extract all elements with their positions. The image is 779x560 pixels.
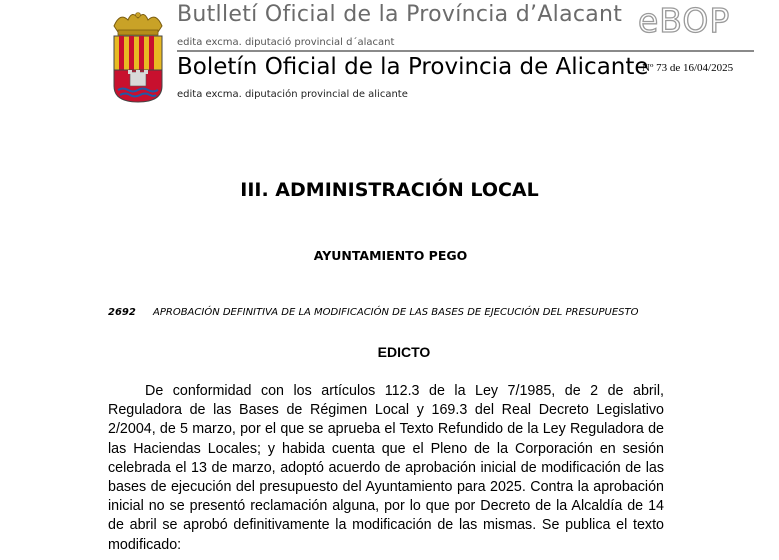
- edict-body-paragraph: [108, 382, 664, 555]
- section-heading: III. ADMINISTRACIÓN LOCAL: [240, 179, 539, 201]
- issuing-entity: AYUNTAMIENTO PEGO: [313, 248, 468, 263]
- announcement-title: APROBACIÓN DEFINITIVA DE LA MODIFICACIÓN DE LAS BASES DE EJECUCIÓN DEL PRESUPUESTO: [153, 307, 639, 318]
- announcement-number: 2692: [108, 307, 136, 318]
- publisher-spanish: edita excma. diputación provincial de alicante: [177, 89, 408, 100]
- bulletin-title-spanish: Boletín Oficial de la Provincia de Alicante: [177, 54, 649, 80]
- coat-of-arms-logo: [108, 8, 168, 104]
- edict-body-text: De conformidad con los artículos 112.3 de la Ley 7/1985, de 2 de abril, Reguladora de las Bases de Régimen Local y 169.3 del Real Decreto Legislativo 2/2004, de 5 marzo, por el que se aprueba el Texto Refundido de la Ley Reguladora de las Haciendas Locales; y habida cuenta que el Pleno de la Corporación en sesión celebrada el 13 de marzo, adoptó acuerdo de aprobación inicial de modificación de las bases de ejecución del presupuesto del Ayuntamiento para 2025. Contra la aprobación inicial no se presentó reclamación alguna, por lo que por Decreto de la Alcaldía de 14 de abril se aprobó definitivamente la modificación de las mismas. Se publica el texto modificado:: [108, 383, 664, 553]
- publisher-valencian: edita excma. diputació provincial d´alacant: [177, 37, 395, 48]
- bulletin-title-valencian: Butlletí Oficial de la Província d’Alacant: [177, 2, 623, 27]
- ebop-logo-text: eBOP: [638, 2, 731, 36]
- edict-heading: EDICTO: [377, 344, 431, 360]
- header-divider: [177, 50, 754, 52]
- issue-number-date: Nº 73 de 16/04/2025: [642, 62, 734, 74]
- ebop-logo: [636, 2, 754, 36]
